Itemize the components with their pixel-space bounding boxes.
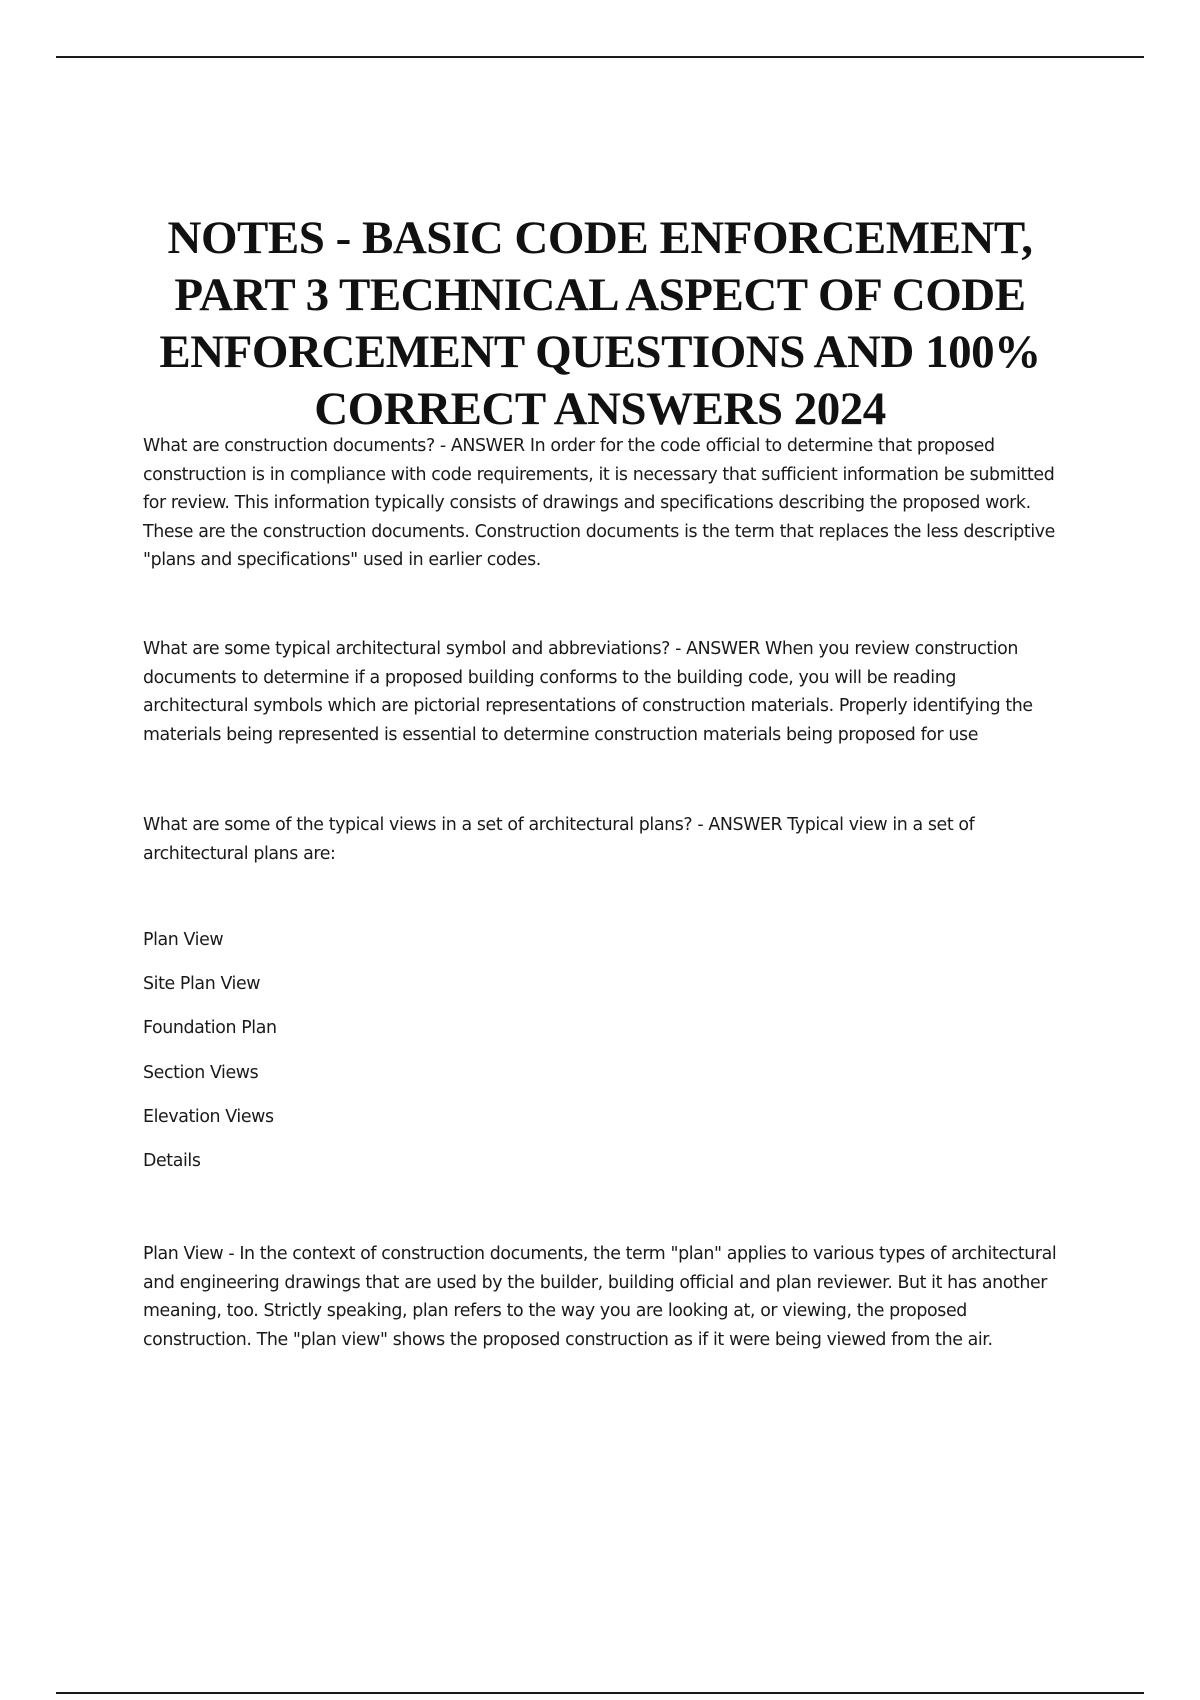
typical-views-list [143,926,277,1191]
list-item: Elevation Views [143,1106,274,1127]
bottom-rule [56,1692,1144,1694]
title-line: ENFORCEMENT QUESTIONS AND 100% [159,326,1041,378]
qa-architectural-symbols: What are some typical architectural symbol and abbreviations? - ANSWER When you review construction documents to determine if a proposed building conforms to the building code, you will be reading architectural symbols which are pictorial representations of construction materials. Properly identifying the materials being represented is essential to determine construction materials being proposed for use [143,639,1033,745]
title-line: CORRECT ANSWERS 2024 [314,383,886,435]
list-item: Details [143,1150,201,1171]
list-item: Site Plan View [143,974,261,995]
title-line: PART 3 TECHNICAL ASPECT OF CODE [174,269,1026,321]
title-line: NOTES - BASIC CODE ENFORCEMENT, [167,212,1033,264]
qa-construction-documents: What are construction documents? - ANSWER In order for the code official to determine that proposed construction is in compliance with code requirements, it is necessary that sufficient information be submitted for review. This information typically consists of drawings and specifications describing the proposed work. These are the construction documents. Construction documents is the term that replaces the less descriptive "plans and specifications" used in earlier codes. [143,436,1055,570]
list-item: Foundation Plan [143,1018,277,1039]
list-item: Section Views [143,1062,259,1083]
plan-view-definition: Plan View - In the context of construction documents, the term "plan" applies to various types of architectural and engineering drawings that are used by the builder, building official and plan reviewer. But it has another meaning, too. Strictly speaking, plan refers to the way you are looking at, or viewing, the proposed construction. The "plan view" shows the proposed construction as if it were being viewed from the air. [143,1244,1057,1350]
document-title [120,210,1080,438]
top-rule [56,56,1144,58]
qa-typical-views: What are some of the typical views in a set of architectural plans? - ANSWER Typical view in a set of architectural plans are: [143,815,975,864]
list-item: Plan View [143,930,224,950]
